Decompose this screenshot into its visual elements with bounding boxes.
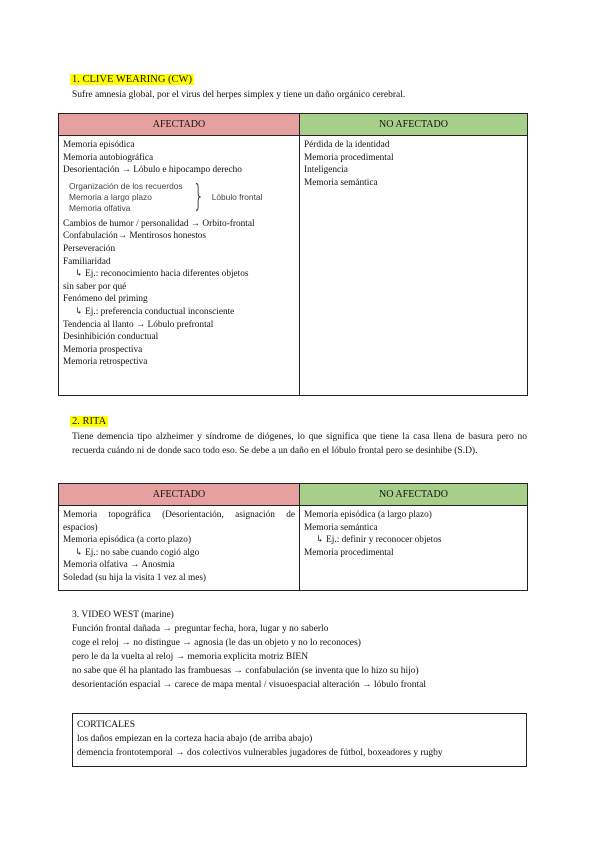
- affected-header: AFECTADO: [59, 114, 300, 136]
- not-affected-example: ↳ Ej.: definir y reconocer objetos: [316, 535, 442, 546]
- not-affected-item: Memoria semántica: [304, 177, 378, 188]
- affected-example: ↳ Ej.: no sabe cuando cogió algo: [75, 547, 200, 558]
- affected-item: Memoria retrospectiva: [63, 357, 148, 368]
- lobe-item: Organización de los recuerdos: [69, 180, 183, 191]
- section-3: [72, 608, 542, 692]
- lobe-label: Lóbulo frontal: [211, 191, 263, 202]
- not-affected-header: NO AFECTADO: [300, 484, 528, 506]
- affected-item: Perseveración: [63, 243, 116, 254]
- affected-item: Desorientación → Lóbulo e hipocampo derecho: [63, 165, 242, 176]
- section-3-line: no sabe que él ha plantado las frambuesas → confabulación (se inventa que lo hizo su hijo): [72, 666, 419, 676]
- lobe-item: Memoria olfativa: [69, 202, 131, 213]
- affected-item: Confabulación→ Mentirosos honestos: [63, 231, 207, 242]
- affected-item: Tendencia al llanto → Lóbulo prefrontal: [63, 319, 214, 330]
- section-1-table: [58, 113, 528, 396]
- brace-icon: }: [192, 179, 204, 215]
- section-2-intro: Tiene demencia tipo alzheimer y síndrome de diógenes, lo que significa que tiene la casa llena de basura pero no recuerda cuándo ni de donde saco todo eso. Se debe a un daño en el lóbulo frontal pero se desinhibe (S.D).: [72, 432, 527, 456]
- section-1-title: 1. CLIVE WEARING (CW): [72, 74, 192, 85]
- frontal-lobe-group: [69, 181, 295, 214]
- affected-item: Memoria episódica: [63, 140, 135, 150]
- not-affected-cell: [300, 506, 528, 591]
- section-3-line: Función frontal dañada → preguntar fecha, hora, lugar y no saberlo: [72, 624, 329, 634]
- not-affected-cell: [300, 136, 528, 396]
- affected-item: Desinhibición conductual: [63, 332, 159, 343]
- section-3-title: 3. VIDEO WEST (marine): [72, 610, 174, 620]
- affected-item: Memoria topográfica (Desorientación, asignación de espacios): [63, 510, 295, 533]
- section-2-title: 2. RITA: [72, 416, 107, 427]
- affected-item: Cambios de humor / personalidad → Orbito-frontal: [63, 218, 255, 229]
- affected-item: Familiaridad: [63, 256, 111, 267]
- not-affected-item: Pérdida de la identidad: [304, 140, 390, 150]
- corticales-line: demencia frontotemporal → dos colectivos vulnerables jugadores de fútbol, boxeadores y rugby: [77, 748, 443, 758]
- affected-item: Memoria autobiográfica: [63, 152, 154, 163]
- corticales-line: los daños empiezan en la corteza hacia abajo (de arriba abajo): [77, 734, 313, 744]
- familiaridad-example-cont: sin saber por qué: [63, 281, 127, 292]
- affected-item: Soledad (su hija la visita 1 vez al mes): [63, 572, 207, 583]
- affected-item: Fenómeno del priming: [63, 294, 148, 305]
- not-affected-header: NO AFECTADO: [300, 114, 528, 136]
- section-3-line: pero le da la vuelta al reloj → memoria explícita motriz BIEN: [72, 652, 309, 662]
- section-1-intro: Sufre amnesia global, por el virus del herpes simplex y tiene un daño orgánico cerebral.: [72, 90, 406, 100]
- not-affected-item: Memoria episódica (a largo plazo): [304, 510, 432, 520]
- not-affected-item: Memoria semántica: [304, 522, 378, 533]
- frontal-lobe-list: [69, 181, 183, 214]
- not-affected-item: Inteligencia: [304, 165, 348, 176]
- not-affected-item: Memoria procedimental: [304, 547, 394, 558]
- affected-item: Memoria olfativa → Anosmia: [63, 560, 175, 571]
- affected-cell: [59, 136, 300, 396]
- section-2-table: [58, 483, 528, 591]
- affected-cell: [59, 506, 300, 591]
- affected-item: Memoria prospectiva: [63, 344, 143, 355]
- corticales-box: [72, 713, 527, 767]
- priming-example: ↳ Ej.: preferencia conductual inconsciente: [75, 306, 235, 317]
- section-3-line: coge el reloj → no distingue → agnosia (le das un objeto y no lo reconoces): [72, 638, 361, 648]
- affected-item: Memoria episódica (a corto plazo): [63, 535, 192, 546]
- familiaridad-example: ↳ Ej.: reconocimiento hacia diferentes objetos: [75, 269, 249, 280]
- corticales-title: CORTICALES: [77, 720, 136, 730]
- affected-header: AFECTADO: [59, 484, 300, 506]
- lobe-item: Memoria a largo plazo: [69, 191, 152, 202]
- not-affected-item: Memoria procedimental: [304, 152, 394, 163]
- section-3-line: desorientación espacial → carece de mapa mental / visuoespacial alteración → lóbulo frontal: [72, 680, 426, 690]
